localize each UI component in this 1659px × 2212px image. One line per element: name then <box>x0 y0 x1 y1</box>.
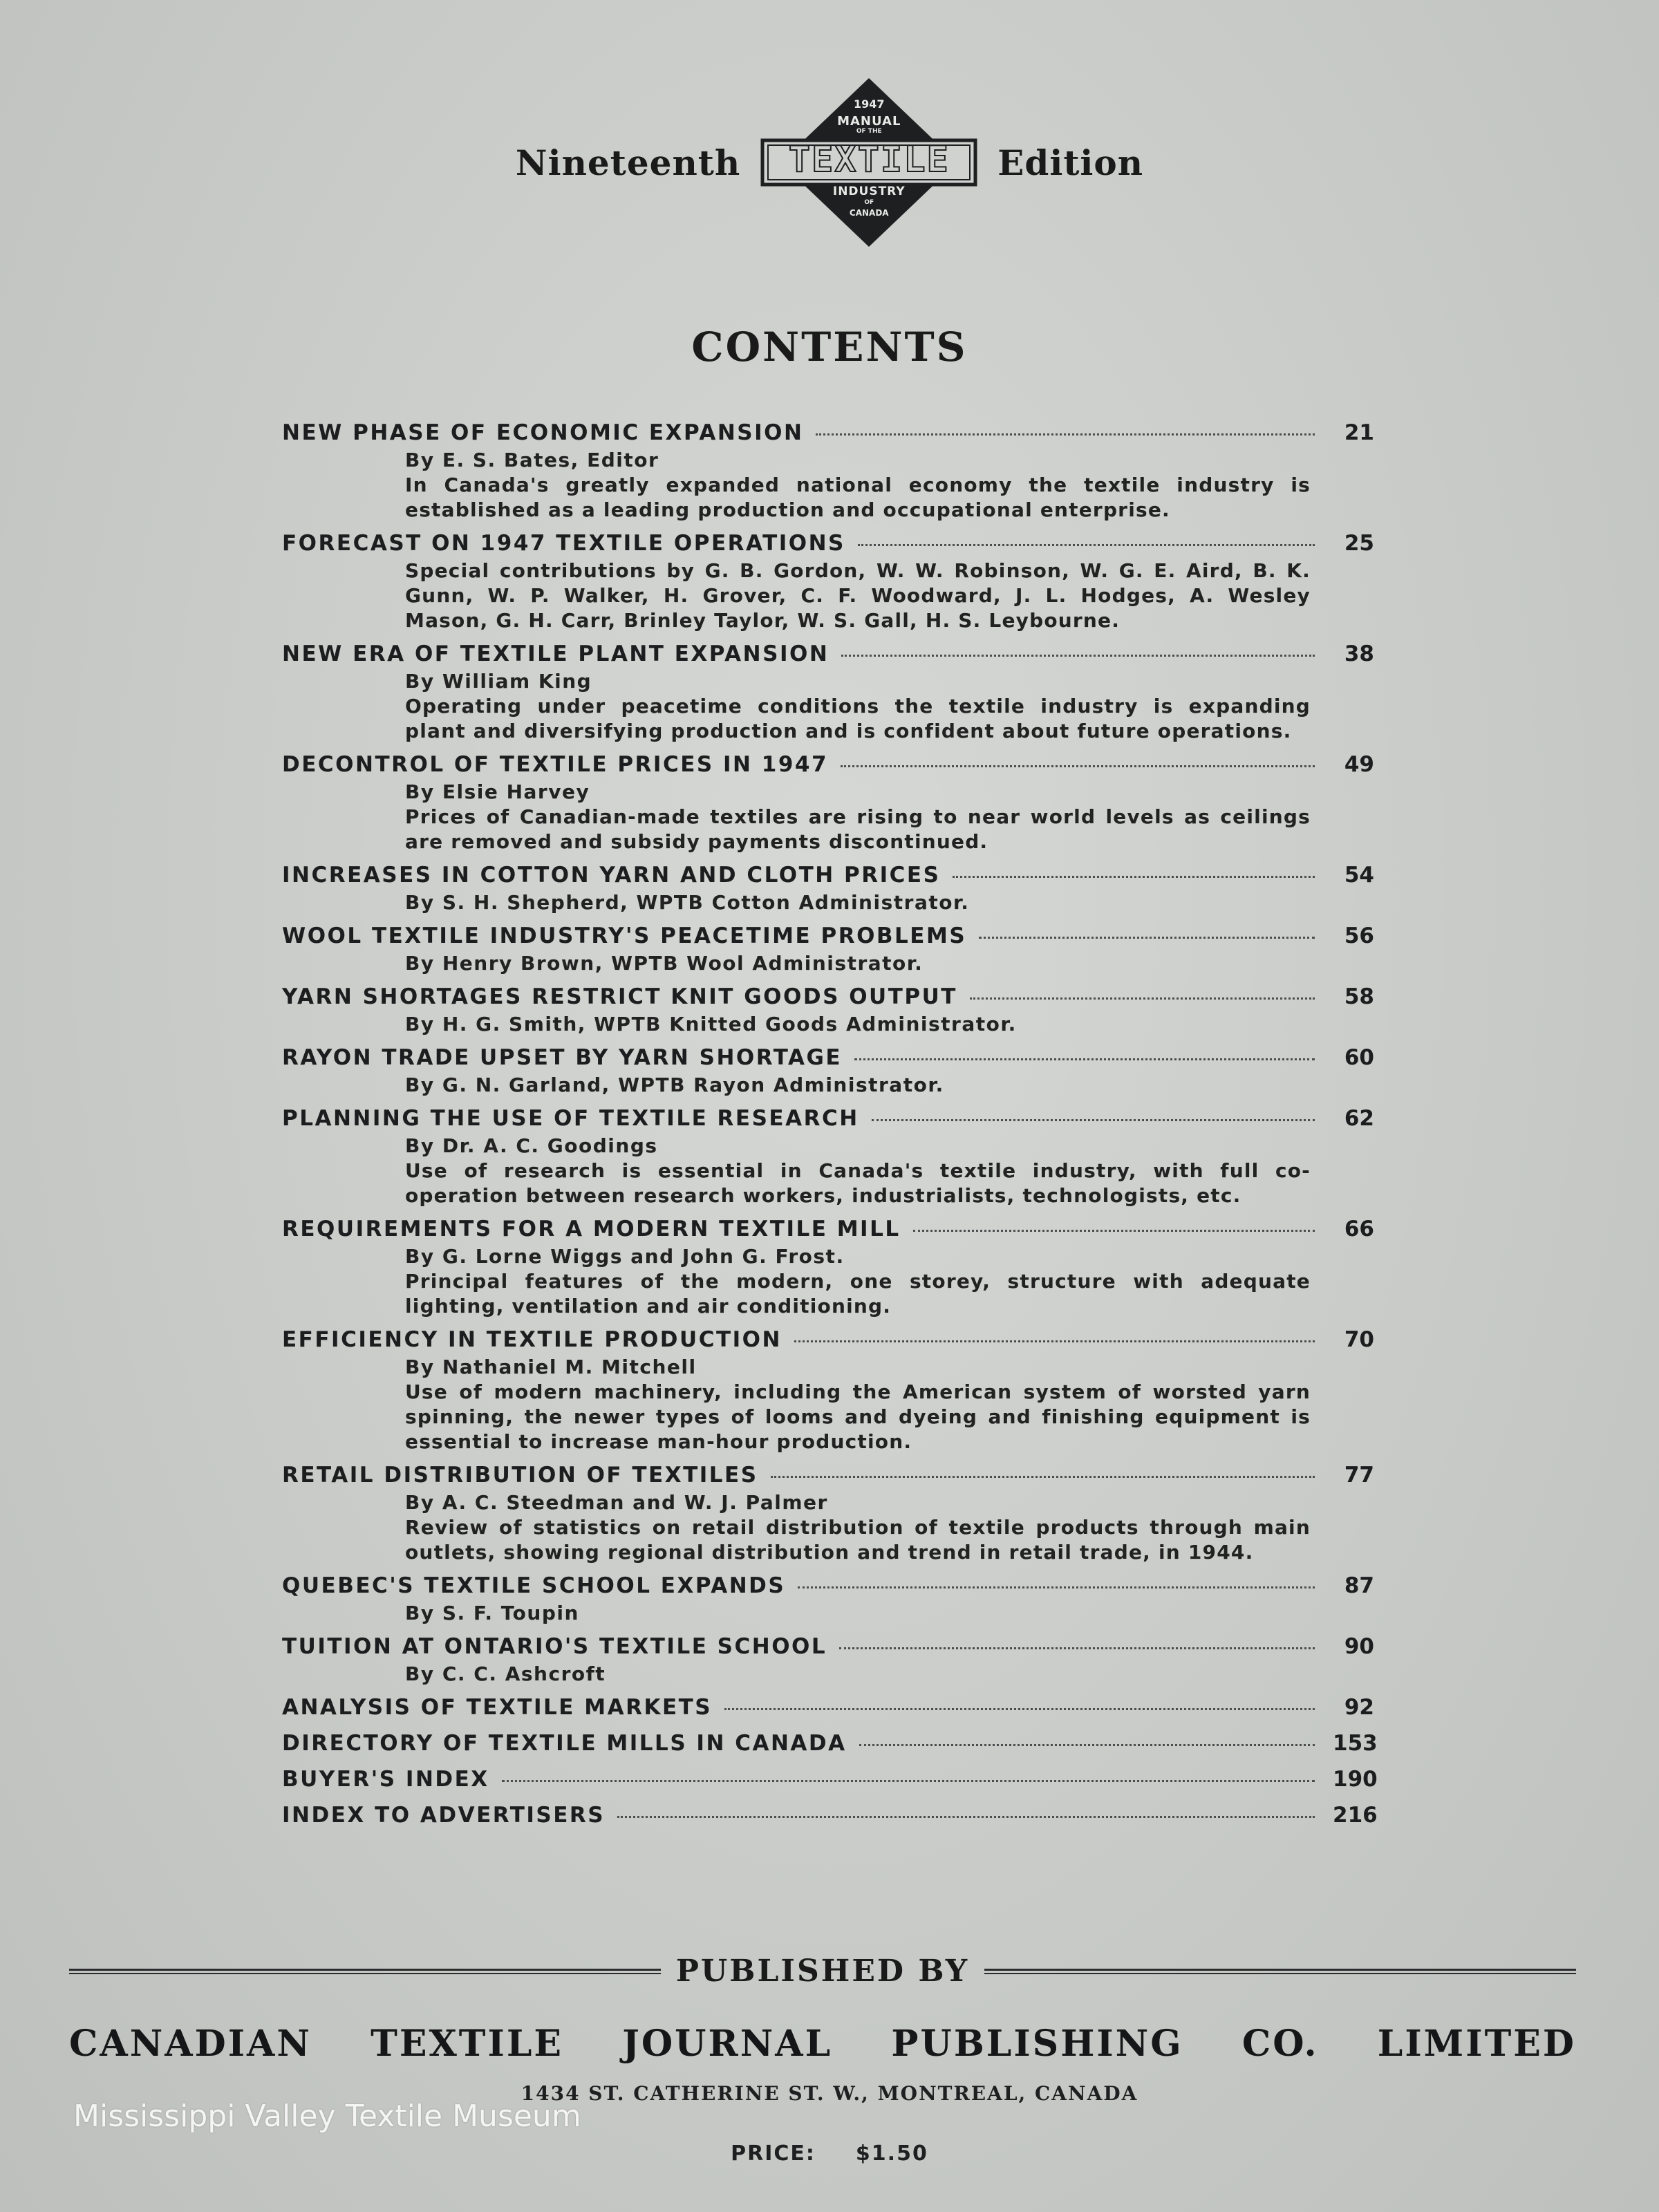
toc-entry-page: 190 <box>1333 1767 1378 1792</box>
toc-entry-description: Special contributions by G. B. Gordon, W. W. Robinson, W. G. E. Aird, B. K. Gunn, W. P. Walker, H. Grover, C. F. Woodward, J. L. Hodges, A. Wesley Mason, G. H. Carr, Brinley Taylor, W. S. Gall, H. S. Leybourne. <box>405 559 1311 632</box>
toc-entry-title: RETAIL DISTRIBUTION OF TEXTILES <box>282 1463 758 1488</box>
publisher-word: CANADIAN <box>69 2023 312 2065</box>
toc-entry <box>282 1573 1374 1626</box>
toc-entry-line <box>282 1803 1378 1830</box>
toc-entry-page: 38 <box>1344 641 1374 666</box>
dot-leader <box>854 1058 1315 1060</box>
toc-entry-title: INCREASES IN COTTON YARN AND CLOTH PRICES <box>282 863 941 888</box>
publisher-name <box>69 2023 1576 2065</box>
toc-entry-page: 62 <box>1344 1106 1374 1131</box>
contents-heading: CONTENTS <box>691 324 968 371</box>
toc-entry-page: 90 <box>1344 1634 1374 1659</box>
textile-manual-logo <box>758 73 980 252</box>
toc-entry-line <box>282 984 1374 1012</box>
edition-left-word: Nineteenth <box>515 142 741 183</box>
toc-entry-byline: By G. N. Garland, WPTB Rayon Administrator. <box>405 1074 944 1096</box>
toc-entry-page: 216 <box>1333 1803 1378 1828</box>
toc-entry-page: 21 <box>1344 420 1374 445</box>
toc-entry <box>282 531 1374 633</box>
toc-entry-line <box>282 1106 1374 1134</box>
publisher-word: JOURNAL <box>622 2023 833 2065</box>
toc-entry-line <box>282 863 1374 890</box>
published-by-label: PUBLISHED BY <box>675 1953 970 1989</box>
logo-of-the: OF THE <box>856 128 882 135</box>
toc-entry-title: RAYON TRADE UPSET BY YARN SHORTAGE <box>282 1045 843 1070</box>
dot-leader <box>970 997 1315 1000</box>
toc-entry <box>282 1695 1374 1723</box>
toc-entry-line <box>282 531 1374 559</box>
price-label: PRICE: <box>731 2141 816 2166</box>
toc-entry-title: ANALYSIS OF TEXTILE MARKETS <box>282 1695 713 1720</box>
dot-leader <box>794 1340 1315 1342</box>
toc-entry-line <box>282 1695 1374 1723</box>
toc-entry-page: 153 <box>1333 1731 1378 1756</box>
toc-entry-description: Review of statistics on retail distribution of textile products through main outlets, showing regional distribution and trend in retail trade, in 1944. <box>405 1516 1311 1564</box>
toc-entry-description: Use of modern machinery, including the American system of worsted yarn spinning, the newer types of looms and dyeing and finishing equipment is essential to increase man-hour production. <box>405 1380 1311 1453</box>
toc-entry-byline: By C. C. Ashcroft <box>405 1662 606 1685</box>
toc-entry-page: 58 <box>1344 984 1374 1009</box>
dot-leader <box>953 876 1315 878</box>
dot-leader <box>502 1780 1315 1782</box>
museum-watermark: Mississippi Valley Textile Museum <box>73 2099 581 2134</box>
dot-leader <box>872 1119 1315 1121</box>
toc-entry-byline: By A. C. Steedman and W. J. Palmer <box>405 1491 828 1514</box>
toc-entry-page: 54 <box>1344 863 1374 888</box>
toc-entry-line <box>282 1731 1378 1759</box>
right-rule <box>984 1969 1576 1974</box>
toc-entry-line <box>282 924 1374 951</box>
toc-entry-line <box>282 641 1374 669</box>
dot-leader <box>724 1708 1315 1710</box>
toc-entry-byline: By E. S. Bates, Editor <box>405 449 659 471</box>
publisher-word: CO. <box>1241 2023 1319 2065</box>
toc-entry <box>282 1327 1374 1454</box>
toc-entry-line <box>282 420 1374 448</box>
dot-leader <box>798 1586 1315 1588</box>
dot-leader <box>771 1476 1315 1478</box>
publisher-address: 1434 ST. CATHERINE ST. W., MONTREAL, CANADA <box>521 2082 1138 2105</box>
toc-entry <box>282 1634 1374 1687</box>
toc-entry-description: In Canada's greatly expanded national economy the textile industry is established as a leading production and occupational enterprise. <box>405 474 1311 521</box>
toc-entry <box>282 1767 1378 1794</box>
toc-entry-byline: By S. H. Shepherd, WPTB Cotton Administrator. <box>405 891 970 914</box>
toc-entry-byline: By S. F. Toupin <box>405 1602 579 1624</box>
edition-right-word: Edition <box>997 142 1144 183</box>
left-rule <box>69 1969 661 1974</box>
toc-entry <box>282 1731 1378 1759</box>
toc-entry-page: 25 <box>1344 531 1374 556</box>
toc-entry-byline: By William King <box>405 670 592 693</box>
toc-entry-title: BUYER'S INDEX <box>282 1767 489 1792</box>
logo-title: TEXTILE <box>788 139 950 180</box>
logo-industry: INDUSTRY <box>832 185 906 198</box>
toc-entry <box>282 1106 1374 1208</box>
toc-entry-page: 49 <box>1344 752 1374 777</box>
toc-entry-line <box>282 1327 1374 1355</box>
toc-entry-description: Prices of Canadian-made textiles are rising to near world levels as ceilings are removed and subsidy payments discontinued. <box>405 805 1311 853</box>
toc-entry-byline: By Elsie Harvey <box>405 780 590 803</box>
toc-entry-page: 56 <box>1344 924 1374 948</box>
toc-entry-byline: By G. Lorne Wiggs and John G. Frost. <box>405 1245 845 1268</box>
publisher-word: PUBLISHING <box>891 2023 1183 2065</box>
dot-leader <box>859 1744 1315 1746</box>
toc-entry-title: EFFICIENCY IN TEXTILE PRODUCTION <box>282 1327 782 1352</box>
table-of-contents <box>282 420 1378 1839</box>
toc-entry-line <box>282 1463 1374 1490</box>
toc-entry-title: FORECAST ON 1947 TEXTILE OPERATIONS <box>282 531 845 556</box>
toc-entry-page: 92 <box>1344 1695 1374 1720</box>
dot-leader <box>979 937 1315 939</box>
toc-entry-title: REQUIREMENTS FOR A MODERN TEXTILE MILL <box>282 1217 901 1241</box>
toc-entry-title: DECONTROL OF TEXTILE PRICES IN 1947 <box>282 752 829 777</box>
toc-entry-line <box>282 1045 1374 1073</box>
dot-leader <box>858 544 1315 546</box>
dot-leader <box>841 765 1315 767</box>
price-row <box>0 2141 1659 2166</box>
logo-manual: MANUAL <box>837 114 901 129</box>
toc-entry-title: QUEBEC'S TEXTILE SCHOOL EXPANDS <box>282 1573 786 1598</box>
published-by-row <box>69 1953 1576 1989</box>
toc-entry <box>282 1045 1374 1098</box>
logo-year: 1947 <box>854 97 885 111</box>
toc-entry-description: Principal features of the modern, one storey, structure with adequate lighting, ventilation and air conditioning. <box>405 1270 1311 1318</box>
toc-entry-page: 66 <box>1344 1217 1374 1241</box>
toc-entry-description: Operating under peacetime conditions the textile industry is expanding plant and diversifying production and is confident about future operations. <box>405 695 1311 742</box>
toc-entry-byline: By H. G. Smith, WPTB Knitted Goods Administrator. <box>405 1013 1017 1035</box>
dot-leader <box>816 433 1315 435</box>
toc-entry-title: INDEX TO ADVERTISERS <box>282 1803 606 1828</box>
toc-entry-byline: By Nathaniel M. Mitchell <box>405 1356 697 1378</box>
toc-entry <box>282 752 1374 854</box>
dot-leader <box>913 1230 1315 1232</box>
toc-entry-line <box>282 1767 1378 1794</box>
toc-entry <box>282 1463 1374 1565</box>
dot-leader <box>841 655 1315 657</box>
toc-entry-title: WOOL TEXTILE INDUSTRY'S PEACETIME PROBLEMS <box>282 924 967 948</box>
toc-entry-line <box>282 752 1374 780</box>
logo-of: OF <box>864 199 874 206</box>
toc-entry-byline: By Henry Brown, WPTB Wool Administrator. <box>405 952 924 975</box>
toc-entry-page: 60 <box>1344 1045 1374 1070</box>
toc-entry <box>282 641 1374 744</box>
price-value: $1.50 <box>855 2141 928 2166</box>
publisher-word: LIMITED <box>1377 2023 1576 2065</box>
toc-entry <box>282 924 1374 976</box>
toc-entry-title: TUITION AT ONTARIO'S TEXTILE SCHOOL <box>282 1634 827 1659</box>
toc-entry-line <box>282 1217 1374 1244</box>
toc-entry <box>282 1803 1378 1830</box>
toc-entry-page: 87 <box>1344 1573 1374 1598</box>
toc-entry-title: PLANNING THE USE OF TEXTILE RESEARCH <box>282 1106 859 1131</box>
logo-country: CANADA <box>849 208 889 218</box>
toc-entry <box>282 863 1374 915</box>
publisher-word: TEXTILE <box>371 2023 564 2065</box>
dot-leader <box>617 1816 1315 1818</box>
toc-entry-line <box>282 1634 1374 1662</box>
edition-header <box>0 73 1659 252</box>
toc-entry-line <box>282 1573 1374 1601</box>
toc-entry <box>282 420 1374 523</box>
toc-entry-byline: By Dr. A. C. Goodings <box>405 1134 658 1157</box>
dot-leader <box>839 1647 1315 1649</box>
toc-entry-title: NEW ERA OF TEXTILE PLANT EXPANSION <box>282 641 830 666</box>
toc-entry-title: YARN SHORTAGES RESTRICT KNIT GOODS OUTPUT <box>282 984 957 1009</box>
toc-entry-page: 77 <box>1344 1463 1374 1488</box>
toc-entry-page: 70 <box>1344 1327 1374 1352</box>
toc-entry <box>282 984 1374 1037</box>
toc-entry-title: DIRECTORY OF TEXTILE MILLS IN CANADA <box>282 1731 847 1756</box>
toc-entry-description: Use of research is essential in Canada's textile industry, with full co-operation between research workers, industrialists, technologists, etc. <box>405 1159 1311 1207</box>
toc-entry-title: NEW PHASE OF ECONOMIC EXPANSION <box>282 420 804 445</box>
toc-entry <box>282 1217 1374 1319</box>
